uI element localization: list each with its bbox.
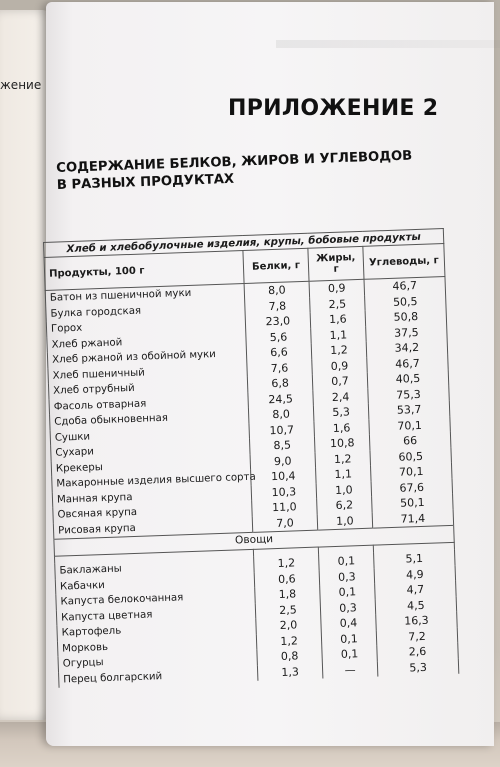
product-name: Хлеб ржаной <box>47 330 246 352</box>
protein-value: 0,6 <box>254 570 320 588</box>
protein-value: 9,0 <box>250 452 316 470</box>
protein-value: 2,5 <box>255 601 321 619</box>
carbs-value: 50,1 <box>372 494 454 512</box>
carbs-value: 75,3 <box>368 385 450 403</box>
carbs-value: 50,5 <box>365 292 447 310</box>
fat-value: 1,0 <box>316 481 372 498</box>
product-name: Морковь <box>57 634 256 656</box>
product-name: Хлеб пшеничный <box>48 361 247 383</box>
product-name: Фасоль отварная <box>49 392 248 414</box>
carbs-value: 4,7 <box>375 581 457 599</box>
fat-value: 2,5 <box>310 295 366 312</box>
protein-value: 6,8 <box>247 375 313 393</box>
fat-value: 0,1 <box>322 646 378 663</box>
carbs-value: 34,2 <box>366 339 448 357</box>
fat-value: 6,2 <box>317 497 373 514</box>
product-name: Сушки <box>50 423 249 445</box>
fat-value: 1,6 <box>314 419 370 436</box>
carbs-value: 67,6 <box>371 478 453 496</box>
product-name: Батон из пшеничной муки <box>45 284 244 307</box>
product-name: Манная крупа <box>52 485 251 507</box>
column-header-fat: Жиры, г <box>308 246 364 281</box>
protein-value: 11,0 <box>252 499 318 517</box>
protein-value: 1,3 <box>257 663 323 681</box>
protein-value: 5,6 <box>246 328 312 346</box>
carbs-value: 66 <box>369 432 451 450</box>
protein-value: 8,5 <box>249 437 315 455</box>
product-name: Булка городская <box>46 299 245 321</box>
protein-value: 24,5 <box>248 390 314 408</box>
nutrition-table <box>43 228 458 688</box>
faint-running-head <box>276 40 500 48</box>
protein-value: 8,0 <box>248 406 314 424</box>
vegetables-section <box>55 550 459 688</box>
fat-value: 1,1 <box>316 466 372 483</box>
carbs-value: 5,3 <box>377 658 459 676</box>
carbs-value: 46,7 <box>364 276 446 295</box>
fat-value: 0,3 <box>319 568 375 585</box>
protein-value: 6,6 <box>246 344 312 362</box>
product-name: Баклажаны <box>55 557 254 579</box>
product-name: Макаронные изделия высшего сорта <box>52 470 251 492</box>
product-name: Кабачки <box>55 572 254 594</box>
product-name: Крекеры <box>51 454 250 476</box>
fat-value: 1,2 <box>315 450 371 467</box>
carbs-value: 53,7 <box>368 401 450 419</box>
fat-value: 0,3 <box>320 599 376 616</box>
fat-value: 0,4 <box>321 615 377 632</box>
fat-value: 2,4 <box>313 388 369 405</box>
carbs-value: 5,1 <box>374 550 456 568</box>
product-name: Рисовая крупа <box>53 516 252 539</box>
protein-value: 2,0 <box>256 617 322 635</box>
fat-value: — <box>322 661 378 678</box>
fat-value: 0,9 <box>309 279 365 297</box>
product-name: Сдоба обыкновенная <box>50 408 249 430</box>
column-header-product: Продукты, 100 г <box>44 251 244 291</box>
fat-value: 1,1 <box>311 326 367 343</box>
appendix-title: ПРИЛОЖЕНИЕ 2 <box>228 96 439 121</box>
fat-value: 1,0 <box>317 512 373 530</box>
carbs-value: 46,7 <box>367 354 449 372</box>
carbs-value: 40,5 <box>367 370 449 388</box>
protein-value: 8,0 <box>244 281 310 299</box>
fat-value: 1,2 <box>311 342 367 359</box>
protein-value: 7,6 <box>247 359 313 377</box>
carbs-value: 16,3 <box>376 612 458 630</box>
product-name: Картофель <box>57 619 256 641</box>
carbs-value: 70,1 <box>371 463 453 481</box>
carbs-value: 60,5 <box>370 447 452 465</box>
product-name: Овсяная крупа <box>53 501 252 523</box>
protein-value: 10,7 <box>249 421 315 439</box>
fat-value: 10,8 <box>314 435 370 452</box>
protein-value: 1,8 <box>255 586 321 604</box>
product-name: Огурцы <box>58 650 257 672</box>
group-header-vegetables: Овощи <box>54 525 454 556</box>
protein-value: 1,2 <box>256 632 322 650</box>
carbs-value: 50,8 <box>365 308 447 326</box>
protein-value: 7,0 <box>252 514 318 532</box>
fat-value: 0,7 <box>312 373 368 390</box>
carbs-value: 70,1 <box>369 416 451 434</box>
protein-value: 1,2 <box>254 555 320 573</box>
product-name: Капуста белокочанная <box>56 588 255 610</box>
protein-value: 0,8 <box>257 648 323 666</box>
fat-value: 1,6 <box>310 311 366 328</box>
protein-value: 10,3 <box>251 483 317 501</box>
product-name: Перец болгарский <box>59 665 258 687</box>
section-title-line1: СОДЕРЖАНИЕ БЕЛКОВ, ЖИРОВ И УГЛЕВОДОВ <box>56 148 413 176</box>
carbs-value: 4,9 <box>374 565 456 583</box>
column-header-carbs: Углеводы, г <box>363 244 445 280</box>
category-header: Хлеб и хлебобулочные изделия, крупы, бобовые продукты <box>44 229 444 258</box>
product-name: Сухари <box>51 439 250 461</box>
left-page-fragment: жение <box>0 78 42 92</box>
column-header-protein: Белки, г <box>243 248 309 283</box>
fat-value: 0,1 <box>319 553 375 570</box>
product-name: Горох <box>46 315 245 337</box>
protein-value: 23,0 <box>245 313 311 331</box>
product-name: Хлеб ржаной из обойной муки <box>47 346 246 368</box>
fat-value: 0,1 <box>320 584 376 601</box>
fat-value: 0,9 <box>312 357 368 374</box>
product-name: Капуста цветная <box>56 603 255 625</box>
carbs-value: 37,5 <box>366 323 448 341</box>
section-title-line2: В РАЗНЫХ ПРОДУКТАХ <box>56 171 235 193</box>
product-name: Хлеб отрубный <box>48 377 247 399</box>
protein-value: 7,8 <box>245 297 311 315</box>
fat-value: 5,3 <box>313 404 369 421</box>
grains-section <box>45 276 453 539</box>
left-page <box>0 10 52 720</box>
carbs-value: 4,5 <box>375 596 457 614</box>
carbs-value: 7,2 <box>376 627 458 645</box>
fat-value: 0,1 <box>321 630 377 647</box>
protein-value: 10,4 <box>251 468 317 486</box>
carbs-value: 2,6 <box>377 643 459 661</box>
carbs-value: 71,4 <box>372 509 454 528</box>
